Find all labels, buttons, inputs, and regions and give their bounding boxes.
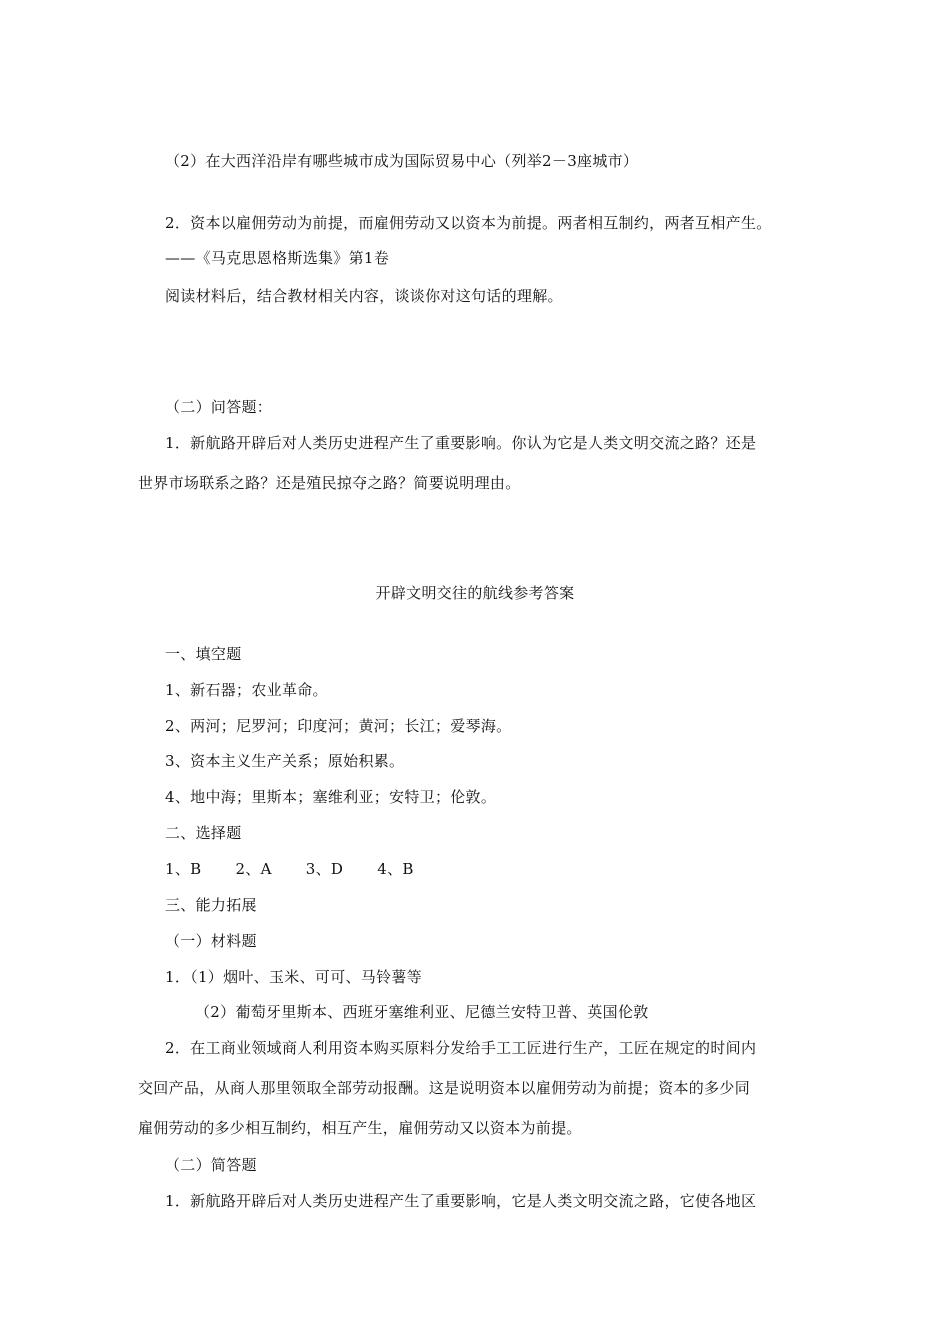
- fill-answer-2: 2、两河；尼罗河；印度河；黄河；长江；爱琴海。: [165, 717, 512, 735]
- fill-answer-4: 4、地中海；里斯本；塞维利亚；安特卫；伦敦。: [165, 788, 497, 806]
- choice-answer-1: 1、B: [165, 860, 202, 878]
- answers-title: 开辟文明交往的航线参考答案: [375, 584, 575, 602]
- choice-answer-3: 3、D: [305, 860, 344, 878]
- sub-short-answer-heading: （二）简答题: [165, 1156, 257, 1174]
- section-choice-heading: 二、选择题: [165, 824, 242, 842]
- question-quote: 2．资本以雇佣劳动为前提，而雇佣劳动又以资本为前提。两者相互制约，两者互相产生。: [165, 214, 772, 232]
- qa1-line-2: 世界市场联系之路？还是殖民掠夺之路？简要说明理由。: [138, 474, 521, 492]
- material-answer-2-line-1: 2．在工商业领域商人利用资本购买原料分发给手工工匠进行生产，工匠在规定的时间内: [165, 1039, 757, 1057]
- material-answer-1a: 1．（1）烟叶、玉米、可可、马铃薯等: [165, 968, 422, 986]
- material-answer-2-line-3: 雇佣劳动的多少相互制约，相互产生，雇佣劳动又以资本为前提。: [138, 1119, 582, 1137]
- sub-material-heading: （一）材料题: [165, 932, 257, 950]
- short-answer-1-line-1: 1．新航路开辟后对人类历史进程产生了重要影响，它是人类文明交流之路，它使各地区: [165, 1192, 757, 1210]
- question-instruction: 阅读材料后，结合教材相关内容，谈谈你对这句话的理解。: [165, 287, 563, 305]
- section-fill-heading: 一、填空题: [165, 645, 242, 663]
- fill-answer-1: 1、新石器；农业革命。: [165, 681, 328, 699]
- choice-answer-2: 2、A: [235, 860, 272, 878]
- quote-source: ——《马克思恩格斯选集》第1卷: [165, 249, 390, 267]
- choice-answer-4: 4、B: [377, 860, 414, 878]
- question-cities: （2）在大西洋沿岸有哪些城市成为国际贸易中心（列举2－3座城市）: [165, 152, 639, 170]
- material-answer-2-line-2: 交回产品，从商人那里领取全部劳动报酬。这是说明资本以雇佣劳动为前提；资本的多少同: [138, 1079, 751, 1097]
- fill-answer-3: 3、资本主义生产关系；原始积累。: [165, 752, 405, 770]
- choice-answers: [165, 859, 448, 879]
- section-qa-heading: （二）问答题：: [165, 398, 273, 416]
- section-ability-heading: 三、能力拓展: [165, 896, 257, 914]
- material-answer-1b: （2）葡萄牙里斯本、西班牙塞维利亚、尼德兰安特卫普、英国伦敦: [195, 1003, 649, 1021]
- qa1-line-1: 1．新航路开辟后对人类历史进程产生了重要影响。你认为它是人类文明交流之路？还是: [165, 434, 757, 452]
